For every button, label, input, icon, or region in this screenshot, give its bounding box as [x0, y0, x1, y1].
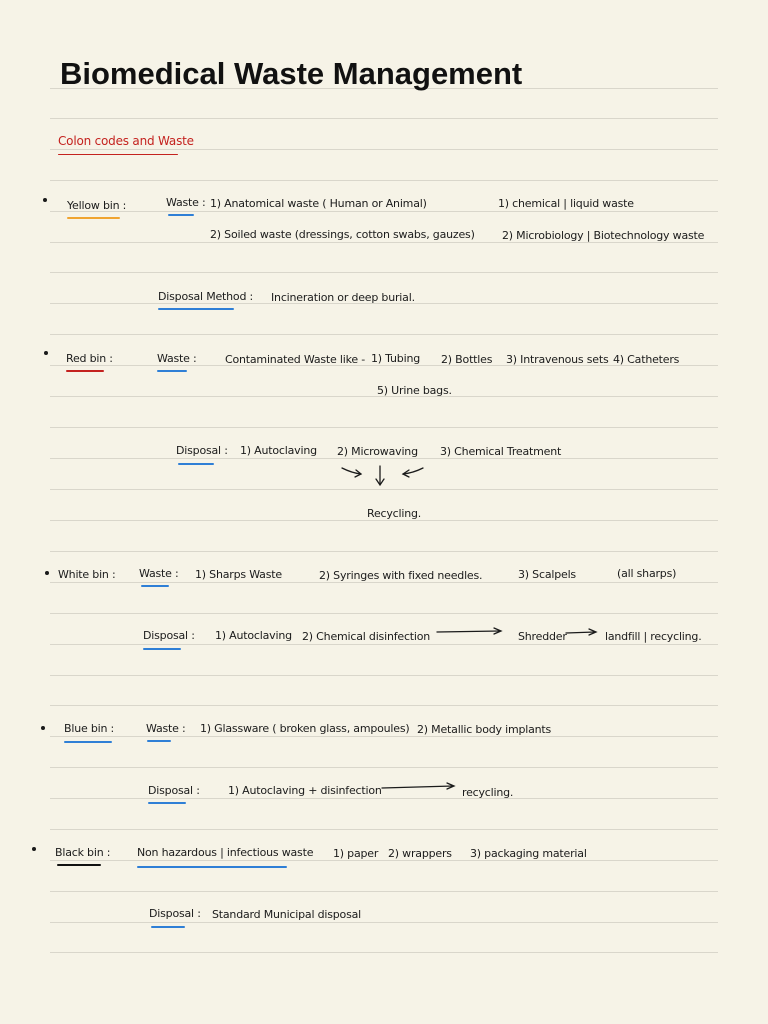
page-title: Biomedical Waste Management	[60, 56, 523, 91]
arrow-icon	[342, 468, 361, 477]
waste-underline	[168, 214, 194, 216]
ruled-line	[50, 613, 718, 614]
ruled-line	[50, 272, 718, 273]
ruled-line	[50, 798, 718, 799]
bullet	[32, 847, 36, 851]
red-disposal-2: 2) Microwaving	[337, 445, 418, 458]
blue-waste-label: Waste :	[146, 722, 186, 735]
yellow-bin-label: Yellow bin :	[67, 199, 127, 212]
white-item-2: 2) Syringes with fixed needles.	[319, 569, 483, 582]
red-item-4: 4) Catheters	[613, 353, 680, 366]
ruled-line	[50, 644, 718, 645]
black-waste-label: Non hazardous | infectious waste	[137, 846, 314, 859]
red-item-3: 3) Intravenous sets	[506, 353, 609, 366]
waste-underline	[147, 740, 171, 742]
black-underline	[57, 864, 101, 866]
white-item-4: (all sharps)	[617, 567, 677, 580]
ruled-line	[50, 211, 718, 212]
ruled-line	[50, 736, 718, 737]
black-disposal-label: Disposal :	[149, 907, 201, 920]
ruled-line	[50, 118, 718, 119]
white-disposal-3: Shredder	[518, 630, 567, 643]
blue-bin-label: Blue bin :	[64, 722, 115, 735]
bullet	[44, 351, 48, 355]
ruled-line	[50, 891, 718, 892]
disposal-underline	[143, 648, 181, 650]
ruled-line	[50, 489, 718, 490]
black-disposal-text: Standard Municipal disposal	[212, 908, 362, 921]
ruled-line	[50, 952, 718, 953]
section-subtitle: Colon codes and Waste	[58, 134, 194, 148]
ruled-line	[50, 458, 718, 459]
yellow-item-2: 2) Soiled waste (dressings, cotton swabs, gauzes)	[210, 228, 475, 241]
blue-underline	[64, 741, 112, 743]
red-item-5: 5) Urine bags.	[377, 384, 452, 397]
yellow-item-3: 1) chemical | liquid waste	[498, 197, 634, 210]
subtitle-underline	[58, 154, 178, 155]
yellow-item-4: 2) Microbiology | Biotechnology waste	[502, 229, 705, 242]
red-disposal-1: 1) Autoclaving	[240, 444, 317, 457]
yellow-underline	[67, 217, 120, 219]
ruled-line	[50, 829, 718, 830]
arrow-icon	[376, 466, 384, 485]
black-item-3: 3) packaging material	[470, 847, 587, 860]
ruled-line	[50, 149, 718, 150]
white-item-3: 3) Scalpels	[518, 568, 576, 581]
ruled-line	[50, 427, 718, 428]
white-bin-label: White bin :	[58, 568, 116, 581]
arrow-icon	[382, 783, 454, 789]
ruled-line	[50, 582, 718, 583]
ruled-line	[50, 242, 718, 243]
white-waste-label: Waste :	[139, 567, 179, 580]
black-item-2: 2) wrappers	[388, 847, 452, 860]
disposal-underline	[151, 926, 185, 928]
ruled-line	[50, 520, 718, 521]
red-item-2: 2) Bottles	[441, 353, 493, 366]
blue-item-2: 2) Metallic body implants	[417, 723, 552, 736]
ruled-line	[50, 922, 718, 923]
blue-disposal-label: Disposal :	[148, 784, 200, 797]
disposal-underline	[148, 802, 186, 804]
disposal-underline	[158, 308, 234, 310]
white-item-1: 1) Sharps Waste	[195, 568, 282, 581]
ruled-line	[50, 705, 718, 706]
yellow-waste-label: Waste :	[166, 196, 206, 209]
red-disposal-3: 3) Chemical Treatment	[440, 445, 562, 458]
arrow-icon	[403, 468, 423, 477]
red-underline	[66, 370, 104, 372]
waste-underline	[157, 370, 187, 372]
ruled-line	[50, 334, 718, 335]
ruled-line	[50, 767, 718, 768]
white-disposal-label: Disposal :	[143, 629, 195, 642]
ruled-line	[50, 860, 718, 861]
white-disposal-1: 1) Autoclaving	[215, 629, 292, 642]
white-disposal-2: 2) Chemical disinfection	[302, 630, 431, 643]
black-item-1: 1) paper	[333, 847, 379, 860]
arrow-icon	[566, 629, 596, 635]
bullet	[41, 726, 45, 730]
blue-disposal-result: recycling.	[462, 786, 514, 799]
red-disposal-result: Recycling.	[367, 507, 422, 520]
arrow-icon	[437, 628, 501, 634]
waste-underline	[137, 866, 287, 868]
red-waste-label: Waste :	[157, 352, 197, 365]
ruled-line	[50, 551, 718, 552]
ruled-line	[50, 675, 718, 676]
red-disposal-label: Disposal :	[176, 444, 228, 457]
red-waste-intro: Contaminated Waste like -	[225, 353, 366, 366]
disposal-underline	[178, 463, 214, 465]
waste-underline	[141, 585, 169, 587]
white-disposal-4: landfill | recycling.	[605, 630, 702, 643]
bullet	[43, 198, 47, 202]
yellow-disposal-text: Incineration or deep burial.	[271, 291, 415, 304]
yellow-item-1: 1) Anatomical waste ( Human or Animal)	[210, 197, 427, 210]
red-bin-label: Red bin :	[66, 352, 113, 365]
ruled-line	[50, 180, 718, 181]
red-item-1: 1) Tubing	[371, 352, 420, 365]
blue-disposal-1: 1) Autoclaving + disinfection	[228, 784, 382, 797]
blue-item-1: 1) Glassware ( broken glass, ampoules)	[200, 722, 410, 735]
black-bin-label: Black bin :	[55, 846, 111, 859]
yellow-disposal-label: Disposal Method :	[158, 290, 254, 303]
bullet	[45, 571, 49, 575]
